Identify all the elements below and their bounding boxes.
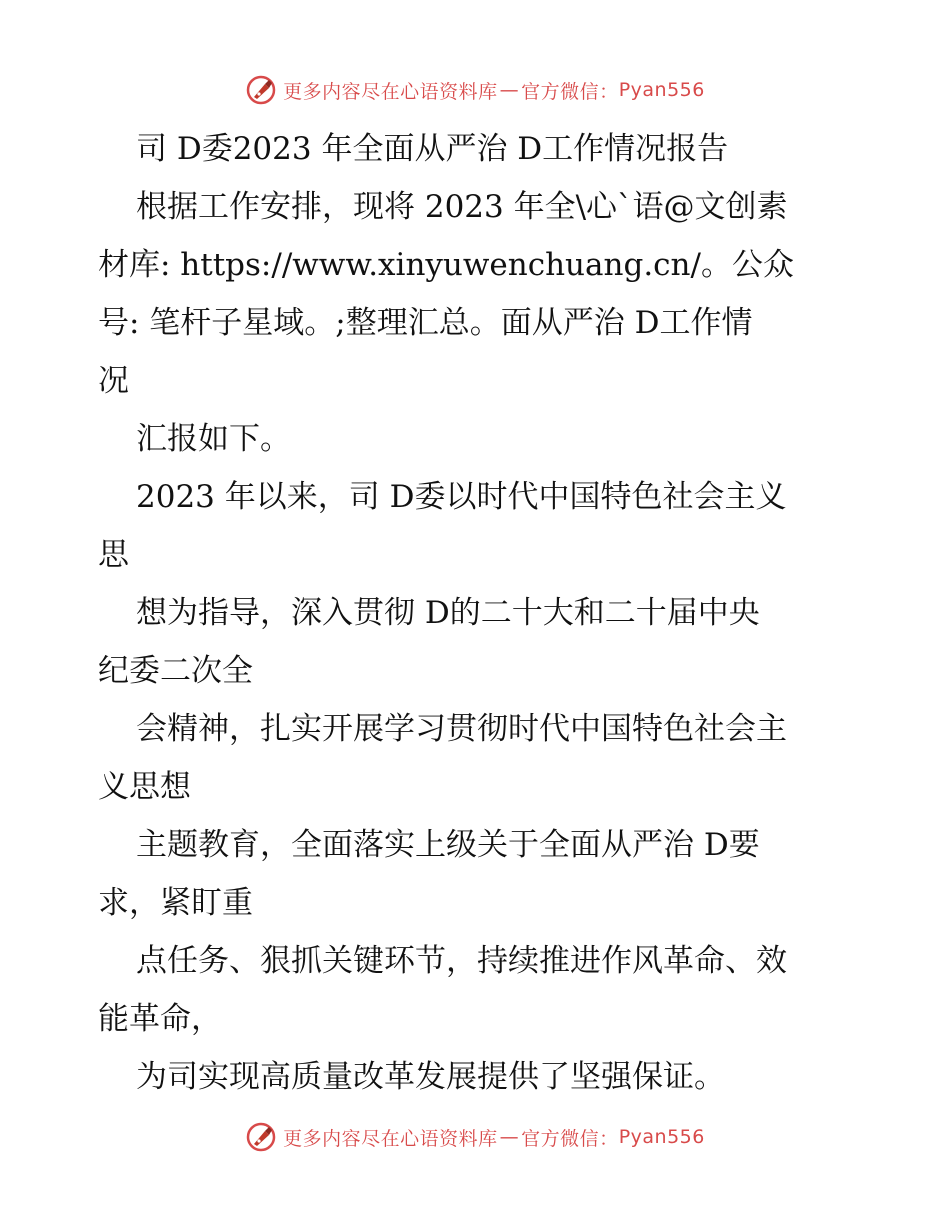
- document-line: 纪委二次全: [98, 653, 253, 689]
- banner-wechat-id: Pyan556: [618, 1126, 705, 1148]
- document-title: 司 D委2023 年全面从严治 D工作情况报告: [136, 131, 729, 167]
- document-line: 根据工作安排，现将 2023 年全\心`语@文创素: [136, 189, 788, 225]
- banner-text: 更多内容尽在心语资料库: [283, 1127, 498, 1150]
- document-line: 求，紧盯重: [98, 885, 253, 921]
- document-line: 材库: https://www.xinyuwenchuang.cn/。公众: [98, 247, 794, 283]
- pen-nib-circle-icon: [245, 1121, 277, 1153]
- banner-separator: —: [499, 79, 520, 101]
- document-line: 义思想: [98, 769, 191, 805]
- document-line: 主题教育，全面落实上级关于全面从严治 D要: [136, 827, 760, 863]
- document-line: 为司实现高质量改革发展提供了坚强保证。: [136, 1059, 725, 1095]
- pen-nib-circle-icon: [245, 74, 277, 106]
- banner-wechat-id: Pyan556: [618, 79, 705, 101]
- document-lines: [98, 178, 858, 1106]
- document-body: [98, 120, 858, 1106]
- document-line: 汇报如下。: [136, 421, 291, 457]
- banner-separator: —: [499, 1126, 520, 1148]
- document-line: 点任务、狠抓关键环节，持续推进作风革命、效: [136, 943, 787, 979]
- document-line: 况: [98, 363, 129, 399]
- document-line: 会精神，扎实开展学习贯彻时代中国特色社会主: [136, 711, 787, 747]
- document-line: 能革命，: [98, 1001, 222, 1037]
- banner-wechat-label: 官方微信：: [521, 1127, 619, 1150]
- header-banner: [0, 70, 950, 110]
- document-line: 思: [98, 537, 129, 573]
- banner-text: 更多内容尽在心语资料库: [283, 80, 498, 103]
- document-line: 想为指导，深入贯彻 D的二十大和二十届中央: [136, 595, 760, 631]
- footer-banner: [0, 1117, 950, 1157]
- document-line: 号: 笔杆子星域。;整理汇总。面从严治 D工作情: [98, 305, 753, 341]
- document-line: 2023 年以来，司 D委以时代中国特色社会主义: [136, 479, 787, 515]
- banner-wechat-label: 官方微信：: [521, 80, 619, 103]
